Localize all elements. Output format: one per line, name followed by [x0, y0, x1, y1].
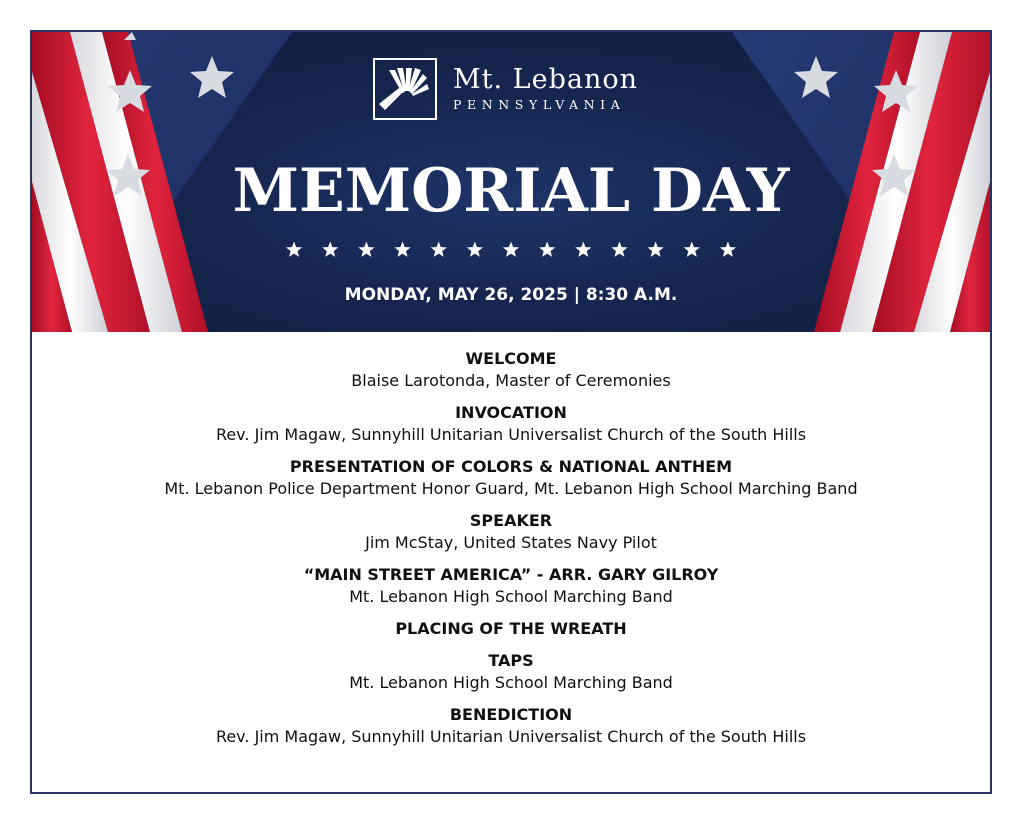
mt-lebanon-logo-icon [373, 58, 437, 120]
program-item-desc: Mt. Lebanon High School Marching Band [349, 587, 673, 606]
org-state: PENNSYLVANIA [453, 97, 626, 112]
program-item [32, 650, 990, 694]
divider-star-icon [684, 242, 700, 257]
program-item-title: SPEAKER [469, 511, 553, 530]
divider-star-icon [286, 242, 302, 257]
stars-divider [276, 239, 746, 261]
divider-star-icon [394, 242, 410, 257]
program-item-desc: Blaise Larotonda, Master of Ceremonies [351, 371, 671, 390]
program-item-desc: Mt. Lebanon High School Marching Band [349, 673, 673, 692]
program-item-title: WELCOME [465, 349, 557, 368]
program-item [32, 348, 990, 392]
divider-star-icon [539, 242, 555, 257]
program-item-title: TAPS [488, 651, 534, 670]
divider-star-icon [648, 242, 664, 257]
program-card [30, 30, 992, 794]
program-item-desc: Rev. Jim Magaw, Sunnyhill Unitarian Universalist Church of the South Hills [215, 425, 807, 444]
org-logo [373, 58, 638, 120]
program-item-title: “MAIN STREET AMERICA” - ARR. GARY GILROY [303, 565, 719, 584]
program-item-title: PLACING OF THE WREATH [395, 619, 627, 638]
program-item-desc: Rev. Jim Magaw, Sunnyhill Unitarian Universalist Church of the South Hills [215, 727, 807, 746]
header-banner [32, 32, 990, 332]
program-item [32, 402, 990, 446]
divider-star-icon [358, 242, 374, 257]
divider-star-icon [322, 242, 338, 257]
program-item [32, 510, 990, 554]
program-item [32, 618, 990, 640]
event-date: MONDAY, MAY 26, 2025 | 8:30 A.M. [344, 285, 678, 305]
program-item [32, 704, 990, 748]
divider-star-icon [720, 242, 736, 257]
divider-star-icon [611, 242, 627, 257]
divider-star-icon [431, 242, 447, 257]
program-item-title: BENEDICTION [449, 705, 573, 724]
program-item-desc: Jim McStay, United States Navy Pilot [365, 533, 657, 552]
program-item [32, 456, 990, 500]
program-item-title: PRESENTATION OF COLORS & NATIONAL ANTHEM [289, 457, 733, 476]
program-item-title: INVOCATION [455, 403, 567, 422]
program-item-desc: Mt. Lebanon Police Department Honor Guard, Mt. Lebanon High School Marching Band [164, 479, 858, 498]
divider-star-icon [503, 242, 519, 257]
event-title: MEMORIAL DAY [232, 156, 790, 226]
program-item [32, 564, 990, 608]
divider-star-icon [467, 242, 483, 257]
org-name: Mt. Lebanon [453, 64, 638, 95]
program-list [32, 348, 990, 758]
divider-star-icon [575, 242, 591, 257]
